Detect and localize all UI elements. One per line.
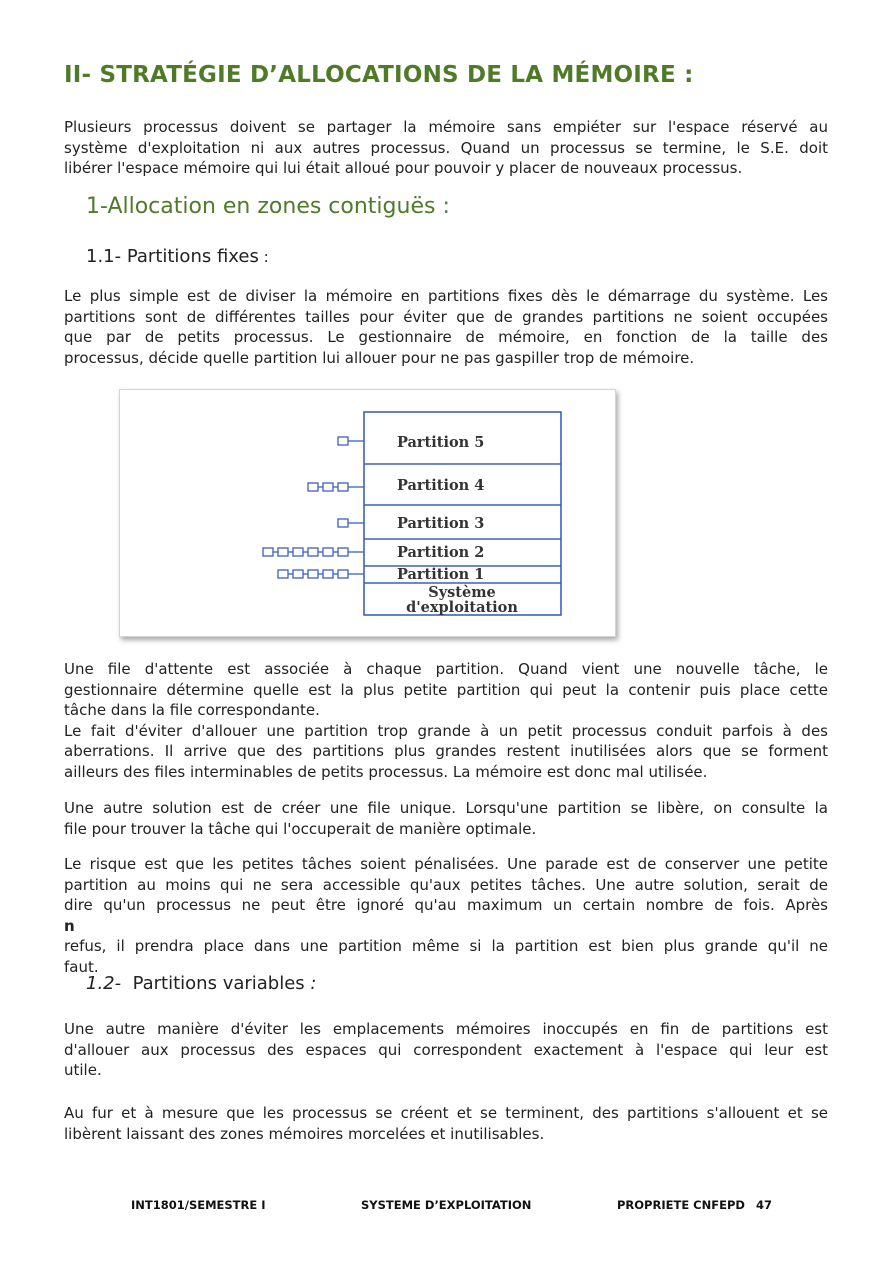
process-queues <box>263 437 364 578</box>
text-line: aberrations. Il arrive que des partitions plus grandes restent inutilisées alors que se forment <box>64 742 828 760</box>
text-run: dire qu'un processus ne peut être ignoré qu'au maximum un certain nombre de fois. Après <box>64 896 828 914</box>
text-line: Le risque est que les petites tâches soient pénalisées. Une parade est de conserver une petite <box>64 855 828 873</box>
subsection-title-text: 1.1- Partitions fixes <box>86 246 259 267</box>
variable-partitions-paragraph <box>64 1019 828 1081</box>
text-line: Le fait d'éviter d'allouer une partition trop grande à un petit processus conduit parfois à des <box>64 721 828 740</box>
queued-process-box <box>308 570 318 578</box>
queue-paragraph <box>64 659 828 782</box>
text-line: utile. <box>64 1061 102 1079</box>
subsection-title-fixed <box>86 246 269 267</box>
queued-process-box <box>263 548 273 556</box>
text-line: refus, il prendra place dans une partition même si la partition est bien plus grande qu'il ne <box>64 937 828 955</box>
text-line: gestionnaire détermine quelle est la plus petite partition qui peut la contenir puis place cette <box>64 680 828 699</box>
text-line: partitions sont de différentes tailles pour éviter que de grandes partitions ne soient occupées <box>64 307 828 326</box>
queued-process-box <box>323 548 333 556</box>
subsection-colon: : <box>310 973 317 994</box>
bold-letter: n <box>64 916 75 935</box>
text-line: tâche dans la file correspondante. <box>64 701 320 719</box>
queued-process-box <box>308 548 318 556</box>
partition-2-label: Partition 2 <box>397 544 485 561</box>
page-heading: II- STRATÉGIE D’ALLOCATIONS DE LA MÉMOIRE : <box>64 62 694 88</box>
text-line: processus, décide quelle partition lui allouer pour ne pas gaspiller trop de mémoire. <box>64 348 695 367</box>
queued-process-box <box>338 519 348 527</box>
text-line: Une autre solution est de créer une file unique. Lorsqu'une partition se libère, on consulte la <box>64 799 828 817</box>
text-line: que par de petits processus. Le gestionnaire de mémoire, en fonction de la taille des <box>64 328 828 346</box>
fragmentation-paragraph <box>64 1103 828 1144</box>
queued-process-box <box>278 570 288 578</box>
os-label-line2: d'exploitation <box>406 599 518 616</box>
subsection-number: 1.2- <box>86 973 122 994</box>
queued-process-box <box>338 483 348 491</box>
text-line: système d'exploitation ni aux autres processus. Quand un processus se termine, le S.E. doit <box>64 138 828 157</box>
queued-process-box <box>338 548 348 556</box>
queued-process-box <box>293 570 303 578</box>
queued-process-box <box>293 548 303 556</box>
partition-4-label: Partition 4 <box>397 477 485 494</box>
partitions-figure <box>119 389 616 637</box>
os-label-line1: Système <box>428 584 496 601</box>
queued-process-box <box>323 570 333 578</box>
text-line: Au fur et à mesure que les processus se créent et se terminent, des partitions s'allouent et se <box>64 1104 828 1122</box>
text-line: Plusieurs processus doivent se partager la mémoire sans empiéter sur l'espace réservé au <box>64 118 828 136</box>
text-line: partition au moins qui ne sera accessible qu'aux petites tâches. Une autre solution, serait de <box>64 875 828 894</box>
section-title-contiguous: 1-Allocation en zones contiguës : <box>86 194 450 219</box>
queued-process-box <box>338 437 348 445</box>
text-line: d'allouer aux processus des espaces qui correspondent exactement à l'espace qui leur est <box>64 1040 828 1059</box>
queued-process-box <box>308 483 318 491</box>
queued-process-box <box>338 570 348 578</box>
text-line: Le plus simple est de diviser la mémoire en partitions fixes dès le démarrage du système. Les <box>64 287 828 305</box>
text-line: faut. <box>64 957 99 976</box>
single-queue-paragraph <box>64 798 828 839</box>
partition-5-label: Partition 5 <box>397 434 485 451</box>
queued-process-box <box>278 548 288 556</box>
intro-paragraph <box>64 117 828 179</box>
footer-course: INT1801/SEMESTRE I <box>131 1198 266 1212</box>
partitions-diagram <box>120 390 615 636</box>
partition-1-label: Partition 1 <box>397 566 485 583</box>
fixed-partitions-paragraph <box>64 286 828 368</box>
text-line: Une file d'attente est associée à chaque partition. Quand vient une nouvelle tâche, le <box>64 660 828 678</box>
footer-subject: SYSTEME D’EXPLOITATION <box>361 1198 532 1212</box>
text-line: Une autre manière d'éviter les emplacements mémoires inoccupés en fin de partitions est <box>64 1020 828 1038</box>
text-line: libèrent laissant des zones mémoires morcelées et inutilisables. <box>64 1124 545 1143</box>
text-line <box>64 895 828 936</box>
footer-owner: PROPRIETE CNFEPD <box>617 1198 745 1212</box>
subsection-title-variable <box>86 973 317 994</box>
page-number: 47 <box>756 1198 773 1212</box>
subsection-colon: : <box>258 248 269 266</box>
text-line: libérer l'espace mémoire qui lui était alloué pour pouvoir y placer de nouveaux processus. <box>64 159 743 177</box>
partition-3-label: Partition 3 <box>397 515 485 532</box>
text-line: file pour trouver la tâche qui l'occuperait de manière optimale. <box>64 819 537 838</box>
risk-paragraph <box>64 854 828 977</box>
subsection-title-text: Partitions variables <box>132 973 305 994</box>
text-line: ailleurs des files interminables de petits processus. La mémoire est donc mal utilisée. <box>64 762 708 781</box>
queued-process-box <box>323 483 333 491</box>
